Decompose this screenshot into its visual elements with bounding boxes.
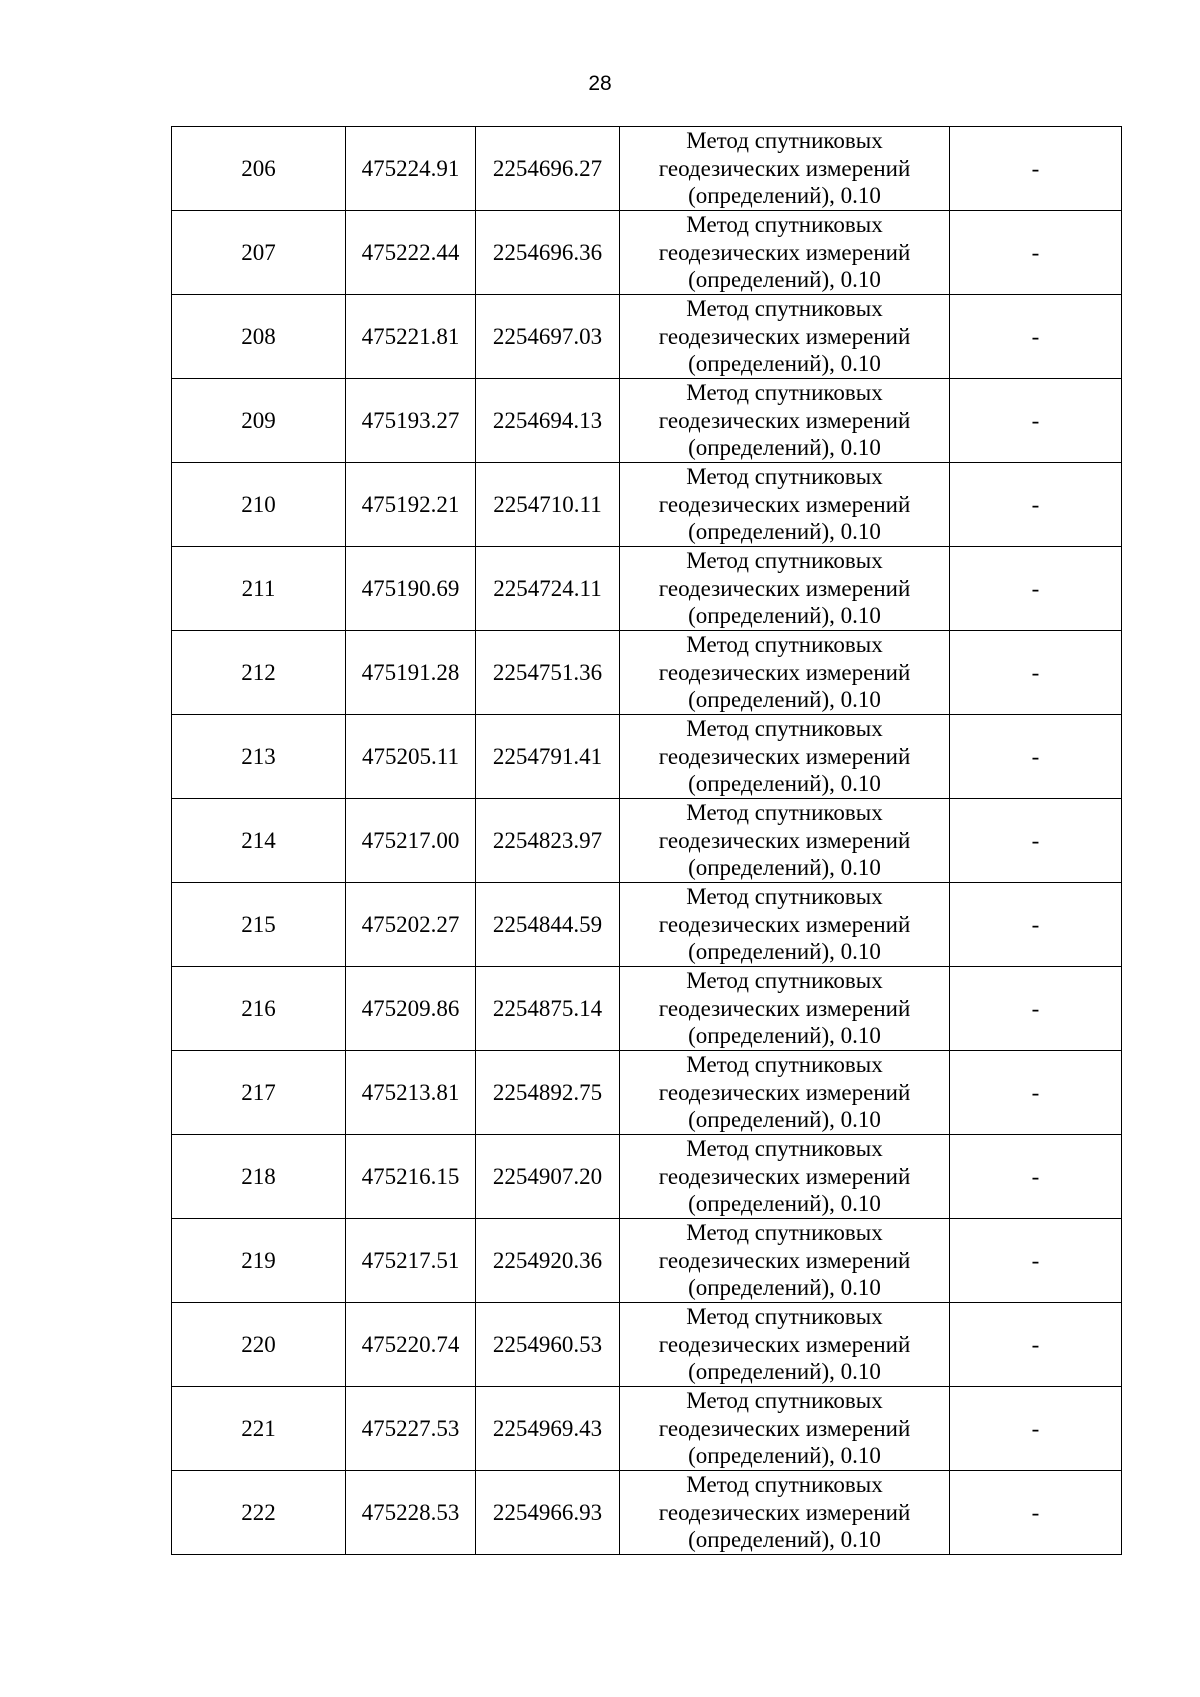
point-number-cell: 209	[172, 379, 346, 463]
x-coordinate-cell: 475222.44	[346, 211, 476, 295]
method-line: геодезических измерений	[658, 239, 911, 265]
x-coordinate-cell: 475220.74	[346, 1303, 476, 1387]
method-line: (определений), 0.10	[688, 267, 881, 293]
method-line: (определений), 0.10	[688, 1023, 881, 1049]
y-coordinate-cell: 2254791.41	[476, 715, 620, 799]
table-row	[172, 547, 1122, 631]
method-cell	[620, 547, 950, 631]
method-line: геодезических измерений	[658, 1247, 911, 1273]
method-line: геодезических измерений	[658, 1163, 911, 1189]
method-cell	[620, 799, 950, 883]
page-number: 28	[588, 72, 612, 95]
table-row	[172, 463, 1122, 547]
method-line: (определений), 0.10	[688, 1191, 881, 1217]
method-line: геодезических измерений	[658, 155, 911, 181]
note-cell: -	[950, 1051, 1122, 1135]
method-line: (определений), 0.10	[688, 351, 881, 377]
x-coordinate-cell: 475221.81	[346, 295, 476, 379]
table-row	[172, 295, 1122, 379]
coordinates-table-body	[172, 127, 1122, 1555]
note-cell: -	[950, 1471, 1122, 1555]
method-line: геодезических измерений	[658, 1079, 911, 1105]
note-cell: -	[950, 295, 1122, 379]
method-line: геодезических измерений	[658, 827, 911, 853]
y-coordinate-cell: 2254697.03	[476, 295, 620, 379]
method-line: Метод спутниковых	[686, 716, 883, 742]
method-line: геодезических измерений	[658, 407, 911, 433]
x-coordinate-cell: 475213.81	[346, 1051, 476, 1135]
method-line: Метод спутниковых	[686, 1472, 883, 1498]
point-number-cell: 219	[172, 1219, 346, 1303]
method-line: Метод спутниковых	[686, 632, 883, 658]
point-number-cell: 213	[172, 715, 346, 799]
y-coordinate-cell: 2254751.36	[476, 631, 620, 715]
method-line: Метод спутниковых	[686, 1052, 883, 1078]
method-line: геодезических измерений	[658, 743, 911, 769]
y-coordinate-cell: 2254920.36	[476, 1219, 620, 1303]
method-cell	[620, 1135, 950, 1219]
x-coordinate-cell: 475217.00	[346, 799, 476, 883]
method-line: геодезических измерений	[658, 323, 911, 349]
method-line: геодезических измерений	[658, 1499, 911, 1525]
y-coordinate-cell: 2254907.20	[476, 1135, 620, 1219]
coordinates-table	[171, 126, 1122, 1555]
method-line: геодезических измерений	[658, 911, 911, 937]
method-line: Метод спутниковых	[686, 296, 883, 322]
point-number-cell: 211	[172, 547, 346, 631]
y-coordinate-cell: 2254844.59	[476, 883, 620, 967]
table-row	[172, 883, 1122, 967]
method-cell	[620, 1051, 950, 1135]
table-row	[172, 715, 1122, 799]
x-coordinate-cell: 475205.11	[346, 715, 476, 799]
table-row	[172, 967, 1122, 1051]
x-coordinate-cell: 475193.27	[346, 379, 476, 463]
note-cell: -	[950, 379, 1122, 463]
note-cell: -	[950, 883, 1122, 967]
y-coordinate-cell: 2254966.93	[476, 1471, 620, 1555]
method-line: Метод спутниковых	[686, 548, 883, 574]
table-row	[172, 379, 1122, 463]
method-line: (определений), 0.10	[688, 1527, 881, 1553]
y-coordinate-cell: 2254724.11	[476, 547, 620, 631]
method-line: (определений), 0.10	[688, 519, 881, 545]
y-coordinate-cell: 2254969.43	[476, 1387, 620, 1471]
method-line: Метод спутниковых	[686, 464, 883, 490]
point-number-cell: 216	[172, 967, 346, 1051]
method-line: (определений), 0.10	[688, 603, 881, 629]
x-coordinate-cell: 475228.53	[346, 1471, 476, 1555]
note-cell: -	[950, 1135, 1122, 1219]
method-cell	[620, 463, 950, 547]
note-cell: -	[950, 547, 1122, 631]
table-row	[172, 1387, 1122, 1471]
method-line: Метод спутниковых	[686, 1136, 883, 1162]
method-line: геодезических измерений	[658, 995, 911, 1021]
note-cell: -	[950, 631, 1122, 715]
table-row	[172, 1219, 1122, 1303]
method-line: геодезических измерений	[658, 491, 911, 517]
table-row	[172, 1303, 1122, 1387]
method-cell	[620, 631, 950, 715]
x-coordinate-cell: 475209.86	[346, 967, 476, 1051]
method-line: Метод спутниковых	[686, 884, 883, 910]
method-line: Метод спутниковых	[686, 1388, 883, 1414]
method-line: Метод спутниковых	[686, 1220, 883, 1246]
y-coordinate-cell: 2254875.14	[476, 967, 620, 1051]
point-number-cell: 217	[172, 1051, 346, 1135]
table-row	[172, 1135, 1122, 1219]
table-row	[172, 1051, 1122, 1135]
method-cell	[620, 883, 950, 967]
method-line: Метод спутниковых	[686, 380, 883, 406]
note-cell: -	[950, 1219, 1122, 1303]
table-row	[172, 1471, 1122, 1555]
note-cell: -	[950, 463, 1122, 547]
method-line: (определений), 0.10	[688, 1275, 881, 1301]
x-coordinate-cell: 475192.21	[346, 463, 476, 547]
method-line: (определений), 0.10	[688, 435, 881, 461]
x-coordinate-cell: 475217.51	[346, 1219, 476, 1303]
method-line: (определений), 0.10	[688, 855, 881, 881]
table-row	[172, 211, 1122, 295]
method-line: (определений), 0.10	[688, 183, 881, 209]
method-cell	[620, 211, 950, 295]
method-line: Метод спутниковых	[686, 968, 883, 994]
method-line: (определений), 0.10	[688, 1443, 881, 1469]
point-number-cell: 222	[172, 1471, 346, 1555]
method-line: Метод спутниковых	[686, 212, 883, 238]
x-coordinate-cell: 475227.53	[346, 1387, 476, 1471]
method-cell	[620, 715, 950, 799]
method-cell	[620, 1219, 950, 1303]
x-coordinate-cell: 475224.91	[346, 127, 476, 211]
method-line: (определений), 0.10	[688, 1359, 881, 1385]
point-number-cell: 207	[172, 211, 346, 295]
method-line: геодезических измерений	[658, 1331, 911, 1357]
y-coordinate-cell: 2254710.11	[476, 463, 620, 547]
point-number-cell: 215	[172, 883, 346, 967]
point-number-cell: 206	[172, 127, 346, 211]
method-cell	[620, 127, 950, 211]
note-cell: -	[950, 1303, 1122, 1387]
table-row	[172, 799, 1122, 883]
method-line: геодезических измерений	[658, 1415, 911, 1441]
x-coordinate-cell: 475191.28	[346, 631, 476, 715]
note-cell: -	[950, 715, 1122, 799]
method-line: Метод спутниковых	[686, 1304, 883, 1330]
note-cell: -	[950, 1387, 1122, 1471]
note-cell: -	[950, 799, 1122, 883]
method-cell	[620, 1471, 950, 1555]
x-coordinate-cell: 475202.27	[346, 883, 476, 967]
point-number-cell: 218	[172, 1135, 346, 1219]
method-line: геодезических измерений	[658, 659, 911, 685]
note-cell: -	[950, 127, 1122, 211]
y-coordinate-cell: 2254696.27	[476, 127, 620, 211]
point-number-cell: 212	[172, 631, 346, 715]
method-line: (определений), 0.10	[688, 771, 881, 797]
point-number-cell: 221	[172, 1387, 346, 1471]
method-line: Метод спутниковых	[686, 800, 883, 826]
table-row	[172, 127, 1122, 211]
method-cell	[620, 967, 950, 1051]
method-line: Метод спутниковых	[686, 128, 883, 154]
point-number-cell: 208	[172, 295, 346, 379]
x-coordinate-cell: 475216.15	[346, 1135, 476, 1219]
method-cell	[620, 379, 950, 463]
method-cell	[620, 1387, 950, 1471]
x-coordinate-cell: 475190.69	[346, 547, 476, 631]
point-number-cell: 214	[172, 799, 346, 883]
note-cell: -	[950, 967, 1122, 1051]
table-row	[172, 631, 1122, 715]
method-line: (определений), 0.10	[688, 687, 881, 713]
method-line: геодезических измерений	[658, 575, 911, 601]
method-cell	[620, 1303, 950, 1387]
method-line: (определений), 0.10	[688, 1107, 881, 1133]
y-coordinate-cell: 2254694.13	[476, 379, 620, 463]
y-coordinate-cell: 2254696.36	[476, 211, 620, 295]
y-coordinate-cell: 2254823.97	[476, 799, 620, 883]
method-line: (определений), 0.10	[688, 939, 881, 965]
y-coordinate-cell: 2254892.75	[476, 1051, 620, 1135]
point-number-cell: 220	[172, 1303, 346, 1387]
point-number-cell: 210	[172, 463, 346, 547]
method-cell	[620, 295, 950, 379]
y-coordinate-cell: 2254960.53	[476, 1303, 620, 1387]
note-cell: -	[950, 211, 1122, 295]
